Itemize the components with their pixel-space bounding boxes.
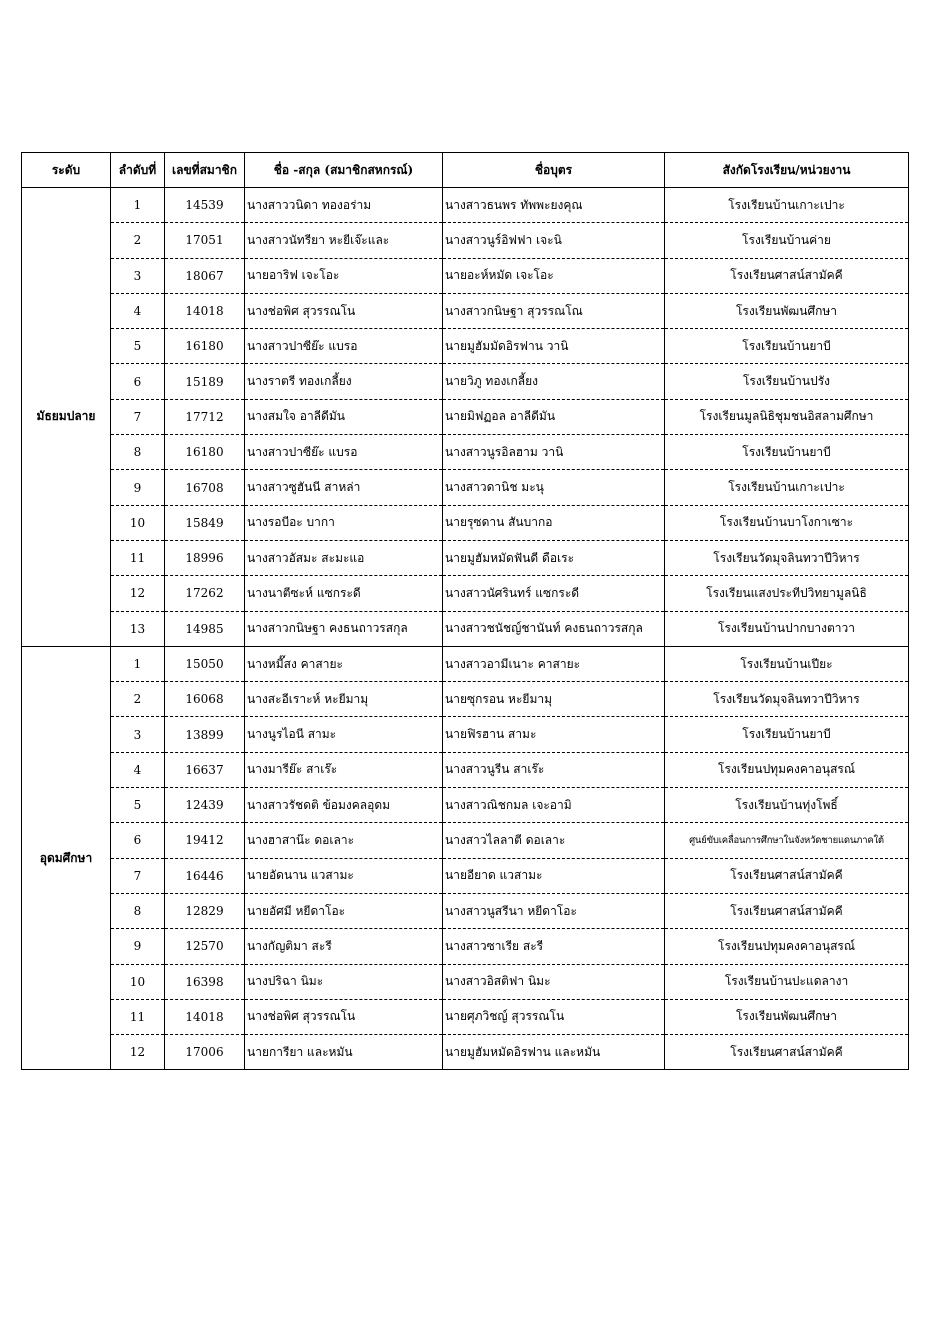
header-member-name: ชื่อ -สกุล (สมาชิกสหกรณ์) [245,153,443,188]
table-row [22,576,909,611]
child-name-cell: นายฟิรฮาน สามะ [443,717,665,752]
header-level: ระดับ [22,153,111,188]
member-no-cell: 16446 [165,858,245,893]
scholarship-table [21,152,909,1070]
table-row [22,435,909,470]
order-cell: 11 [111,999,165,1034]
school-cell: โรงเรียนแสงประทีปวิทยามูลนิธิ [665,576,909,611]
member-no-cell: 12439 [165,788,245,823]
member-no-cell: 19412 [165,823,245,858]
table-row [22,788,909,823]
table-row [22,752,909,787]
order-cell: 10 [111,505,165,540]
school-cell: โรงเรียนบ้านยาบี [665,329,909,364]
order-cell: 9 [111,470,165,505]
order-cell: 2 [111,223,165,258]
member-name-cell: นางกัญติมา สะรี [245,929,443,964]
header-member-no: เลขที่สมาชิก [165,153,245,188]
child-name-cell: นายมูฮัมหมัดฟันดี ดือเระ [443,540,665,575]
order-cell: 7 [111,858,165,893]
member-no-cell: 15050 [165,646,245,681]
child-name-cell: นายอะห์หมัด เจะโอะ [443,258,665,293]
school-cell: โรงเรียนบ้านค่าย [665,223,909,258]
level-cell: อุดมศึกษา [22,646,111,1070]
school-cell: โรงเรียนบ้านเกาะเปาะ [665,470,909,505]
table-row [22,505,909,540]
order-cell: 6 [111,823,165,858]
table-row [22,364,909,399]
child-name-cell: นางสาวชนัชญ์ชานันท์ คงธนถาวรสกุล [443,611,665,646]
member-name-cell: นายอัดนาน แวสามะ [245,858,443,893]
member-name-cell: นางสาวปาซีย๊ะ แบรอ [245,329,443,364]
order-cell: 8 [111,435,165,470]
table-row [22,682,909,717]
child-name-cell: นายวิภู ทองเกลี้ยง [443,364,665,399]
order-cell: 5 [111,329,165,364]
table-row [22,293,909,328]
member-name-cell: นางสาวนัทรียา หะยีเจ๊ะและ [245,223,443,258]
school-cell: โรงเรียนวัดมุจลินทวาปีวิหาร [665,540,909,575]
order-cell: 1 [111,188,165,223]
member-no-cell: 17262 [165,576,245,611]
member-no-cell: 17712 [165,399,245,434]
order-cell: 8 [111,893,165,928]
child-name-cell: นายศุภวิชญ์ สุวรรณโน [443,999,665,1034]
member-name-cell: นางช่อพิศ สุวรรณโน [245,293,443,328]
order-cell: 7 [111,399,165,434]
child-name-cell: นางสาวดานิช มะนุ [443,470,665,505]
child-name-cell: นางสาวกนิษฐา สุวรรณโณ [443,293,665,328]
table-row [22,964,909,999]
member-name-cell: นางช่อพิศ สุวรรณโน [245,999,443,1034]
school-cell: โรงเรียนมูลนิธิชุมชนอิสลามศึกษา [665,399,909,434]
table-row [22,823,909,858]
school-cell: โรงเรียนบ้านปากบางตาวา [665,611,909,646]
member-no-cell: 13899 [165,717,245,752]
member-name-cell: นางสาววนิดา ทองอร่าม [245,188,443,223]
table-body [22,188,909,1070]
child-name-cell: นายรุซดาน สันบากอ [443,505,665,540]
school-cell: โรงเรียนพัฒนศึกษา [665,999,909,1034]
school-cell: ศูนย์ขับเคลื่อนการศึกษาในจังหวัดชายแดนภาคใต้ [665,823,909,858]
child-name-cell: นางสาวธนพร ทัพพะยงคุณ [443,188,665,223]
member-no-cell: 16068 [165,682,245,717]
member-name-cell: นางนาตีซะห์ แซกระดี [245,576,443,611]
child-name-cell: นางสาวนัศรินทร์ แซกระดี [443,576,665,611]
school-cell: โรงเรียนบ้านปรัง [665,364,909,399]
member-no-cell: 16637 [165,752,245,787]
school-cell: โรงเรียนบ้านยาบี [665,717,909,752]
order-cell: 10 [111,964,165,999]
order-cell: 4 [111,293,165,328]
child-name-cell: นายมิฟฏอล อาลีดีมัน [443,399,665,434]
header-no: ลำดับที่ [111,153,165,188]
member-no-cell: 12570 [165,929,245,964]
table-row [22,223,909,258]
school-cell: โรงเรียนศาสน์สามัคคี [665,258,909,293]
member-name-cell: นางสาวซูฮันนี สาหล่า [245,470,443,505]
table-row [22,540,909,575]
child-name-cell: นางสาวอิสติฟา นิมะ [443,964,665,999]
member-no-cell: 16180 [165,435,245,470]
level-cell: มัธยมปลาย [22,188,111,647]
table-row [22,1035,909,1070]
school-cell: โรงเรียนบ้านเปียะ [665,646,909,681]
table-row [22,893,909,928]
member-name-cell: นางสาวกนิษฐา คงธนถาวรสกุล [245,611,443,646]
table-row [22,999,909,1034]
member-no-cell: 16398 [165,964,245,999]
member-name-cell: นางสาวอัสมะ สะมะแอ [245,540,443,575]
member-no-cell: 17006 [165,1035,245,1070]
header-child-name: ชื่อบุตร [443,153,665,188]
member-no-cell: 16708 [165,470,245,505]
order-cell: 6 [111,364,165,399]
school-cell: โรงเรียนศาสน์สามัคคี [665,893,909,928]
table-row [22,329,909,364]
table-row [22,399,909,434]
child-name-cell: นางสาวไลลาตี ดอเลาะ [443,823,665,858]
school-cell: โรงเรียนศาสน์สามัคคี [665,858,909,893]
order-cell: 9 [111,929,165,964]
member-name-cell: นายอัศมี หยีดาโอะ [245,893,443,928]
member-name-cell: นางปริฉา นิมะ [245,964,443,999]
table-row [22,258,909,293]
child-name-cell: นายมูฮัมมัดอิรฟาน วานิ [443,329,665,364]
member-no-cell: 14985 [165,611,245,646]
school-cell: โรงเรียนพัฒนศึกษา [665,293,909,328]
child-name-cell: นางสาวนูสรีนา หยีดาโอะ [443,893,665,928]
school-cell: โรงเรียนวัดมุจลินทวาปีวิหาร [665,682,909,717]
member-no-cell: 12829 [165,893,245,928]
member-name-cell: นายการียา และหมัน [245,1035,443,1070]
school-cell: โรงเรียนบ้านบาโงกาเซาะ [665,505,909,540]
school-cell: โรงเรียนบ้านทุ่งโพธิ์ [665,788,909,823]
table-row [22,470,909,505]
child-name-cell: นางสาวนูรอิลฮาม วานิ [443,435,665,470]
member-no-cell: 15189 [165,364,245,399]
member-name-cell: นางสาวรัชดติ ข้อมงคลอุดม [245,788,443,823]
school-cell: โรงเรียนบ้านเกาะเปาะ [665,188,909,223]
order-cell: 1 [111,646,165,681]
member-name-cell: นางราตรี ทองเกลี้ยง [245,364,443,399]
child-name-cell: นายซุกรอน หะยีมามุ [443,682,665,717]
school-cell: โรงเรียนศาสน์สามัคคี [665,1035,909,1070]
member-name-cell: นางสมใจ อาลีดีมัน [245,399,443,434]
member-name-cell: นางฮาสาน๊ะ ดอเลาะ [245,823,443,858]
child-name-cell: นางสาวนูรีน สาเร๊ะ [443,752,665,787]
child-name-cell: นางสาวณิชกมล เจะอามิ [443,788,665,823]
member-no-cell: 16180 [165,329,245,364]
school-cell: โรงเรียนบ้านปะแดลางา [665,964,909,999]
table-row [22,646,909,681]
header-row [22,153,909,188]
member-name-cell: นางมารีย๊ะ สาเร๊ะ [245,752,443,787]
child-name-cell: นายอียาด แวสามะ [443,858,665,893]
member-name-cell: นางนูรไอนี สามะ [245,717,443,752]
member-no-cell: 14018 [165,999,245,1034]
table-row [22,858,909,893]
school-cell: โรงเรียนบ้านยาบี [665,435,909,470]
table-row [22,929,909,964]
order-cell: 5 [111,788,165,823]
table-header [22,153,909,188]
order-cell: 3 [111,258,165,293]
member-no-cell: 18996 [165,540,245,575]
header-school: สังกัดโรงเรียน/หน่วยงาน [665,153,909,188]
member-no-cell: 14539 [165,188,245,223]
order-cell: 13 [111,611,165,646]
member-name-cell: นางรอบีอะ บากา [245,505,443,540]
order-cell: 4 [111,752,165,787]
member-name-cell: นางสาวปาซีย๊ะ แบรอ [245,435,443,470]
table-row [22,611,909,646]
order-cell: 2 [111,682,165,717]
child-name-cell: นางสาวซาเรีย สะรี [443,929,665,964]
order-cell: 12 [111,576,165,611]
member-no-cell: 17051 [165,223,245,258]
school-cell: โรงเรียนปทุมคงคาอนุสรณ์ [665,929,909,964]
member-no-cell: 18067 [165,258,245,293]
member-name-cell: นายอาริฟ เจะโอะ [245,258,443,293]
member-no-cell: 14018 [165,293,245,328]
order-cell: 11 [111,540,165,575]
table-row [22,188,909,223]
member-no-cell: 15849 [165,505,245,540]
child-name-cell: นางสาวอามีเนาะ คาสายะ [443,646,665,681]
order-cell: 12 [111,1035,165,1070]
member-name-cell: นางสะอีเราะห์ หะยีมามุ [245,682,443,717]
school-cell: โรงเรียนปทุมคงคาอนุสรณ์ [665,752,909,787]
member-name-cell: นางหมี๊สง คาสายะ [245,646,443,681]
child-name-cell: นางสาวนูร์อิฟฟา เจะนิ [443,223,665,258]
child-name-cell: นายมูฮัมหมัดอิรฟาน และหมัน [443,1035,665,1070]
order-cell: 3 [111,717,165,752]
table-row [22,717,909,752]
